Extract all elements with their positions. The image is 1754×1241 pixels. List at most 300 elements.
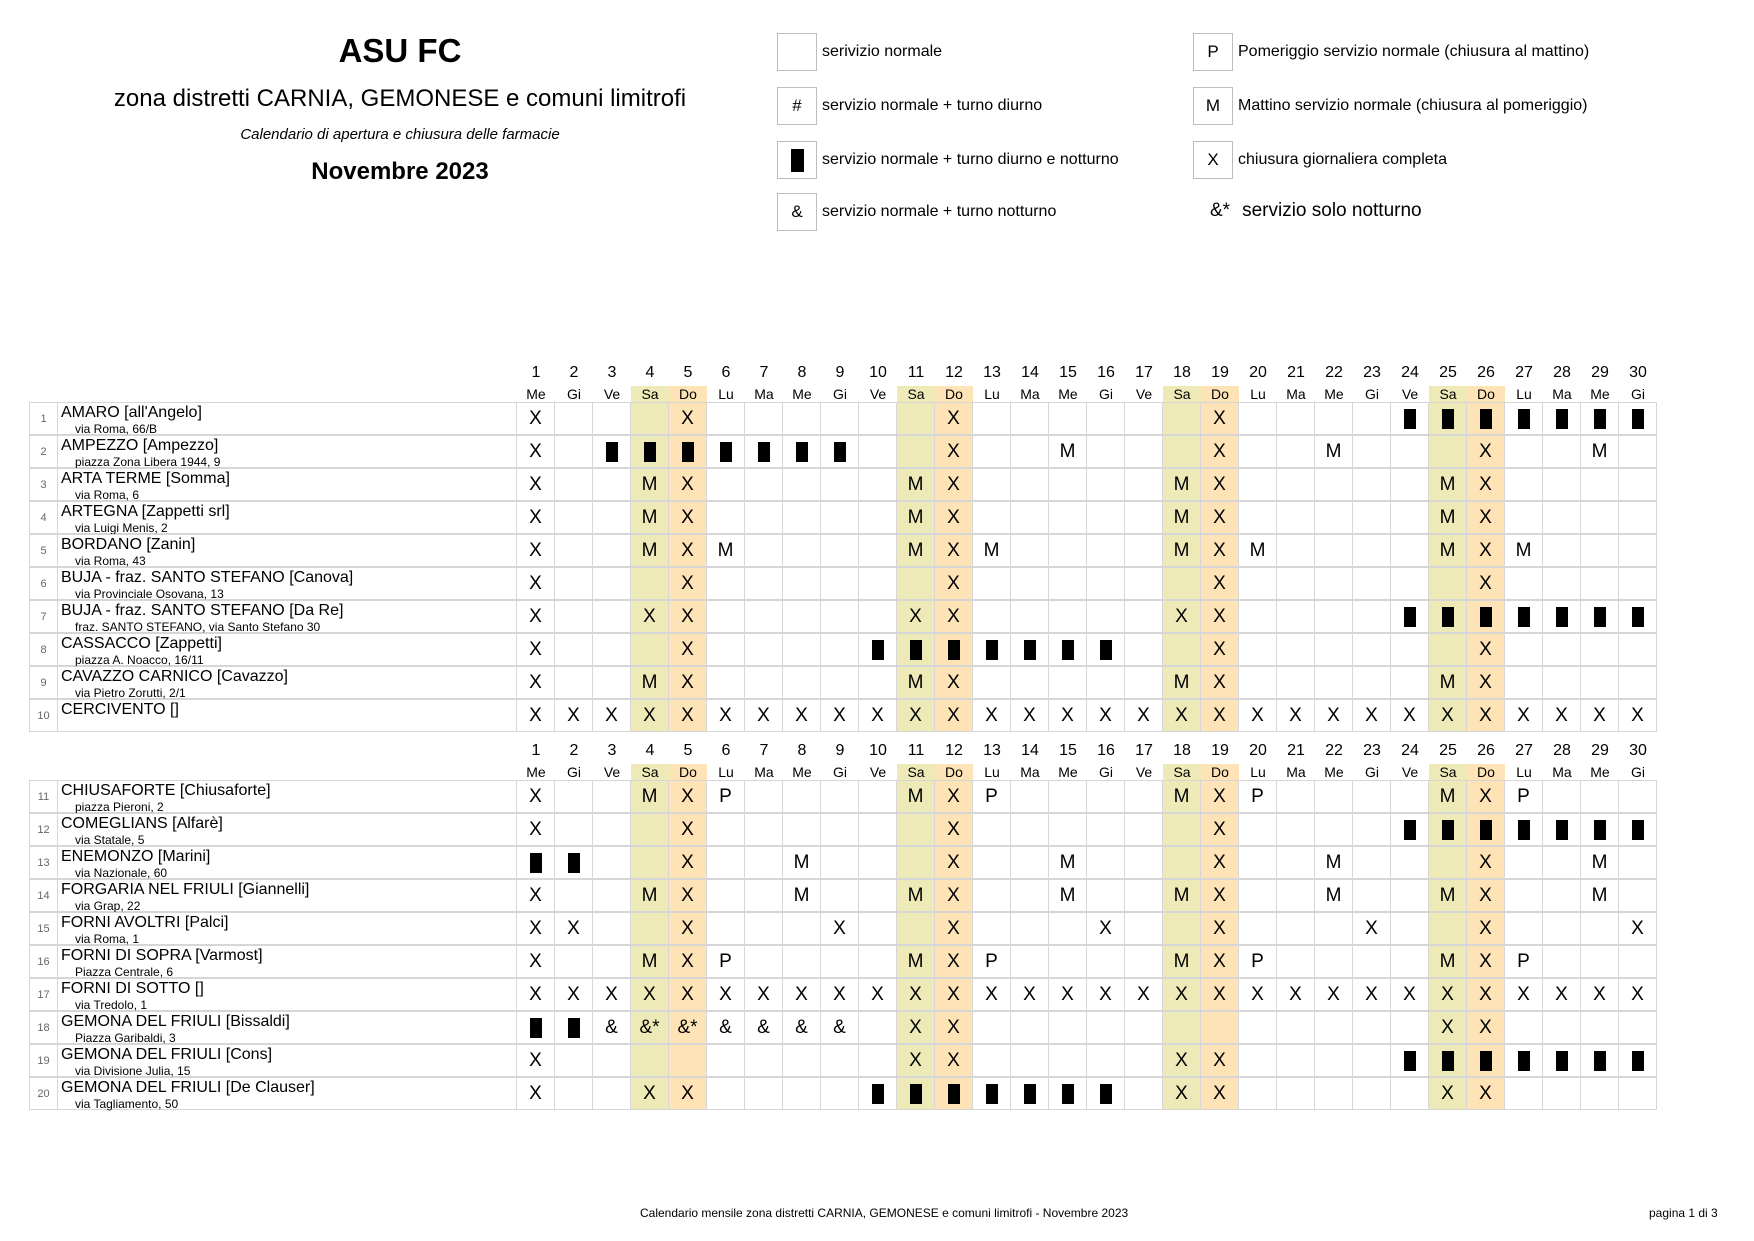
day-cell: X: [1087, 978, 1125, 1011]
day-cell: M: [1429, 666, 1467, 699]
day-cell: [593, 534, 631, 567]
day-cell: [1429, 813, 1467, 846]
day-column-header: [1543, 362, 1581, 402]
day-cell: [1125, 879, 1163, 912]
day-cell: [1429, 633, 1467, 666]
day-cell: [1087, 780, 1125, 813]
day-cell: [1619, 846, 1657, 879]
day-cell: [1429, 402, 1467, 435]
legend-day-box: #: [777, 87, 817, 125]
day-cell: X: [517, 666, 555, 699]
day-cell: [745, 945, 783, 978]
day-number: 7: [759, 364, 769, 381]
day-cell: [1277, 534, 1315, 567]
weekday-name: Do: [1467, 386, 1505, 402]
pharmacy-name: COMEGLIANS [Alfarè]: [61, 815, 223, 832]
weekday-name: Ve: [603, 386, 621, 402]
day-cell: [707, 813, 745, 846]
day-cell: X: [973, 699, 1011, 732]
day-number: 8: [797, 742, 807, 759]
day-cell: [707, 633, 745, 666]
day-cell: M: [1429, 534, 1467, 567]
row-number: 3: [29, 468, 58, 501]
day-cell: [745, 567, 783, 600]
day-cell: [1505, 1011, 1543, 1044]
day-cell: [1581, 813, 1619, 846]
day-cell: [1163, 1011, 1201, 1044]
weekday-name: Ve: [1135, 386, 1153, 402]
day-cell: [1239, 879, 1277, 912]
day-number: 17: [1135, 364, 1153, 381]
day-cell: [1011, 534, 1049, 567]
day-cell: [1543, 879, 1581, 912]
day-cell: X: [1087, 699, 1125, 732]
day-number: 5: [683, 742, 693, 759]
day-cell: M: [1163, 468, 1201, 501]
day-cell: X: [517, 633, 555, 666]
day-cell: [897, 435, 935, 468]
day-cell: [1315, 600, 1353, 633]
weekday-name: Sa: [897, 764, 935, 780]
weekday-name: Lu: [1250, 386, 1266, 402]
day-column-header: [897, 740, 935, 780]
day-column-header: [1505, 740, 1543, 780]
day-cell: [1049, 501, 1087, 534]
day-cell: [1125, 846, 1163, 879]
day-cell: [593, 666, 631, 699]
day-cell: [707, 666, 745, 699]
day-cell: [745, 666, 783, 699]
turn-day-night-bar-icon: [1442, 607, 1454, 627]
day-cell: [1505, 567, 1543, 600]
day-cell: M: [897, 879, 935, 912]
day-cell: [897, 846, 935, 879]
day-cell: [821, 879, 859, 912]
day-cell: X: [707, 699, 745, 732]
day-number: 10: [869, 364, 887, 381]
pharmacy-name-cell: [58, 912, 517, 945]
day-cell: X: [935, 468, 973, 501]
day-cell: [1505, 813, 1543, 846]
day-cell: X: [1201, 468, 1239, 501]
day-cell: M: [1429, 780, 1467, 813]
day-cell: M: [1429, 945, 1467, 978]
day-cell: [859, 912, 897, 945]
day-cell: X: [669, 468, 707, 501]
day-cell: [1543, 666, 1581, 699]
pharmacy-row: [29, 699, 1689, 732]
day-column-header: [593, 740, 631, 780]
day-cell: [1277, 1077, 1315, 1110]
day-cell: X: [1353, 699, 1391, 732]
turn-day-night-bar-icon: [720, 442, 732, 462]
day-cell: [1315, 912, 1353, 945]
day-cell: M: [1239, 534, 1277, 567]
day-cell: X: [935, 402, 973, 435]
day-cell: [1391, 912, 1429, 945]
day-cell: [973, 1077, 1011, 1110]
day-cell: [1163, 633, 1201, 666]
day-cell: [1277, 435, 1315, 468]
day-cell: [1087, 1044, 1125, 1077]
day-cell: [1011, 813, 1049, 846]
legend-day-label: servizio normale + turno diurno: [822, 97, 1043, 114]
legend-closed-box: X: [1193, 141, 1233, 179]
legend-closed-label: chiusura giornaliera completa: [1238, 151, 1447, 168]
day-cell: P: [1239, 780, 1277, 813]
weekday-name: Me: [1324, 386, 1344, 402]
day-cell: [973, 468, 1011, 501]
day-cell: [1315, 1011, 1353, 1044]
turn-day-night-bar-icon: [910, 640, 922, 660]
day-cell: M: [1429, 468, 1467, 501]
day-cell: [859, 501, 897, 534]
day-cell: [1505, 468, 1543, 501]
day-cell: [1429, 1044, 1467, 1077]
day-cell: X: [631, 1077, 669, 1110]
day-number: 14: [1021, 364, 1039, 381]
weekday-name: Ve: [869, 764, 887, 780]
day-cell: [1087, 468, 1125, 501]
legend-normal-label: serivizio normale: [822, 43, 943, 60]
day-cell: &: [821, 1011, 859, 1044]
day-cell: [1505, 1077, 1543, 1110]
day-cell: [1239, 666, 1277, 699]
day-cell: [1125, 666, 1163, 699]
day-number: 1: [531, 364, 541, 381]
day-cell: X: [1467, 1077, 1505, 1110]
day-cell: X: [745, 699, 783, 732]
day-cell: [1543, 780, 1581, 813]
day-cell: [1467, 402, 1505, 435]
day-cell: X: [1467, 666, 1505, 699]
day-cell: [1087, 879, 1125, 912]
day-number: 25: [1439, 364, 1457, 381]
pharmacy-address: piazza A. Noacco, 16/11: [75, 653, 204, 667]
day-cell: [821, 1044, 859, 1077]
day-cell: X: [1201, 600, 1239, 633]
day-number: 23: [1363, 364, 1381, 381]
pharmacy-name: BUJA - fraz. SANTO STEFANO [Canova]: [61, 569, 354, 586]
day-cell: [745, 1077, 783, 1110]
pharmacy-name-cell: [58, 435, 517, 468]
calendar-subtitle: Calendario di apertura e chiusura delle farmacie: [240, 126, 560, 143]
day-cell: [897, 402, 935, 435]
pharmacy-name-cell: [58, 534, 517, 567]
day-cell: X: [897, 1044, 935, 1077]
pharmacy-row: [29, 1077, 1689, 1110]
turn-day-night-bar-icon: [644, 442, 656, 462]
day-cell: M: [1429, 879, 1467, 912]
pharmacy-name: AMARO [all'Angelo]: [61, 404, 202, 421]
pharmacy-name: GEMONA DEL FRIULI [De Clauser]: [61, 1079, 315, 1096]
page-number: pagina 1 di 3: [1649, 1206, 1718, 1220]
day-cell: X: [935, 846, 973, 879]
row-number: 17: [29, 978, 58, 1011]
day-cell: P: [973, 780, 1011, 813]
day-cell: [1011, 879, 1049, 912]
month-title: Novembre 2023: [311, 158, 489, 185]
weekday-name: Ve: [1401, 386, 1419, 402]
weekday-name: Sa: [1163, 764, 1201, 780]
weekday-name: Sa: [1163, 386, 1201, 402]
day-number: 27: [1515, 742, 1533, 759]
pharmacy-address: via Nazionale, 60: [75, 866, 168, 880]
pharmacy-name-cell: [58, 1077, 517, 1110]
legend-daynight-label: servizio normale + turno diurno e notturno: [822, 151, 1119, 168]
weekday-name: Me: [526, 764, 546, 780]
day-cell: [745, 846, 783, 879]
day-column-header: [1467, 740, 1505, 780]
day-cell: X: [1467, 567, 1505, 600]
day-cell: [859, 846, 897, 879]
day-cell: X: [1467, 912, 1505, 945]
day-cell: &: [745, 1011, 783, 1044]
day-cell: M: [707, 534, 745, 567]
day-cell: X: [1391, 699, 1429, 732]
day-cell: X: [669, 813, 707, 846]
day-cell: [631, 813, 669, 846]
day-cell: [707, 567, 745, 600]
weekday-name: Ma: [1552, 386, 1572, 402]
day-cell: [1049, 1077, 1087, 1110]
turn-day-night-bar-icon: [1632, 820, 1644, 840]
day-cell: [1619, 780, 1657, 813]
day-cell: [1505, 501, 1543, 534]
weekday-name: Lu: [1250, 764, 1266, 780]
day-cell: [1163, 846, 1201, 879]
day-cell: [555, 633, 593, 666]
day-number: 3: [607, 742, 617, 759]
row-number: 20: [29, 1077, 58, 1110]
day-cell: [1125, 1044, 1163, 1077]
day-cell: [1315, 402, 1353, 435]
turn-day-night-bar-icon: [568, 1018, 580, 1038]
day-number: 14: [1021, 742, 1039, 759]
pharmacy-row: [29, 1044, 1689, 1077]
turn-day-night-bar-icon: [1404, 607, 1416, 627]
day-cell: [1087, 846, 1125, 879]
day-cell: M: [1163, 501, 1201, 534]
day-cell: M: [1429, 501, 1467, 534]
day-cell: [1619, 501, 1657, 534]
day-cell: [1429, 600, 1467, 633]
day-cell: [707, 912, 745, 945]
day-cell: [1049, 633, 1087, 666]
turn-day-night-bar-icon: [1404, 409, 1416, 429]
day-cell: [973, 846, 1011, 879]
day-column-header: [517, 362, 555, 402]
day-cell: [821, 600, 859, 633]
day-number: 17: [1135, 742, 1153, 759]
day-cell: [973, 633, 1011, 666]
day-cell: [821, 780, 859, 813]
day-cell: X: [1163, 978, 1201, 1011]
day-cell: [1163, 435, 1201, 468]
pharmacy-name: BUJA - fraz. SANTO STEFANO [Da Re]: [61, 602, 344, 619]
day-number: 2: [569, 742, 579, 759]
day-cell: [1619, 402, 1657, 435]
weekday-name: Gi: [1099, 764, 1113, 780]
weekday-name: Ve: [1135, 764, 1153, 780]
day-cell: [821, 402, 859, 435]
legend-normal-box: [777, 33, 817, 71]
day-cell: X: [517, 813, 555, 846]
day-cell: X: [517, 534, 555, 567]
day-cell: X: [669, 978, 707, 1011]
day-column-header: [1277, 740, 1315, 780]
day-cell: X: [1163, 699, 1201, 732]
pharmacy-name-cell: [58, 567, 517, 600]
day-cell: [1239, 435, 1277, 468]
row-number: 9: [29, 666, 58, 699]
day-cell: [1391, 402, 1429, 435]
pharmacy-address: via Tredolo, 1: [75, 998, 148, 1012]
day-cell: [783, 945, 821, 978]
weekday-name: Sa: [1429, 386, 1467, 402]
weekday-name: Me: [1324, 764, 1344, 780]
day-number: 3: [607, 364, 617, 381]
day-cell: [821, 666, 859, 699]
day-cell: [555, 501, 593, 534]
day-cell: [1087, 402, 1125, 435]
day-cell: X: [593, 699, 631, 732]
day-cell: X: [517, 501, 555, 534]
day-cell: [1581, 1044, 1619, 1077]
day-column-header: [1125, 362, 1163, 402]
day-cell: [1391, 1011, 1429, 1044]
day-cell: [1543, 468, 1581, 501]
day-cell: [517, 1011, 555, 1044]
pharmacy-row: [29, 978, 1689, 1011]
day-cell: [783, 1044, 821, 1077]
day-cell: [1277, 780, 1315, 813]
row-number: 8: [29, 633, 58, 666]
day-cell: X: [1581, 699, 1619, 732]
pharmacy-address: via Roma, 6: [75, 488, 140, 502]
day-cell: [1239, 633, 1277, 666]
day-column-header: [1239, 362, 1277, 402]
turn-day-night-bar-icon: [1518, 607, 1530, 627]
weekday-name: Do: [935, 764, 973, 780]
day-number: 30: [1629, 742, 1647, 759]
weekday-name: Me: [1590, 386, 1610, 402]
day-column-header: [783, 740, 821, 780]
weekday-name: Ve: [869, 386, 887, 402]
day-cell: [1049, 813, 1087, 846]
day-cell: X: [859, 978, 897, 1011]
day-cell: [1049, 402, 1087, 435]
day-cell: X: [1125, 699, 1163, 732]
day-number: 24: [1401, 742, 1419, 759]
day-cell: [1315, 501, 1353, 534]
day-column-header: [1277, 362, 1315, 402]
day-cell: P: [1505, 780, 1543, 813]
day-cell: [555, 945, 593, 978]
day-cell: [1239, 1077, 1277, 1110]
day-cell: X: [1391, 978, 1429, 1011]
row-number: 10: [29, 699, 58, 732]
day-cell: M: [1581, 879, 1619, 912]
day-cell: M: [1505, 534, 1543, 567]
pharmacy-address: Piazza Centrale, 6: [75, 965, 174, 979]
day-cell: X: [1201, 699, 1239, 732]
day-cell: [707, 846, 745, 879]
day-number: 21: [1287, 364, 1305, 381]
day-cell: M: [631, 945, 669, 978]
day-cell: [1429, 846, 1467, 879]
pharmacy-row: [29, 534, 1689, 567]
day-cell: X: [517, 468, 555, 501]
day-cell: [897, 1077, 935, 1110]
day-column-header: [783, 362, 821, 402]
pharmacy-row: [29, 666, 1689, 699]
day-cell: [1505, 1044, 1543, 1077]
day-cell: [593, 1077, 631, 1110]
day-cell: [859, 813, 897, 846]
day-cell: X: [517, 879, 555, 912]
pharmacy-name-cell: [58, 879, 517, 912]
turn-day-night-bar-icon: [1442, 820, 1454, 840]
day-cell: [1467, 813, 1505, 846]
day-cell: M: [1049, 846, 1087, 879]
day-cell: [783, 534, 821, 567]
day-cell: X: [1201, 1077, 1239, 1110]
day-number: 19: [1211, 364, 1229, 381]
pharmacy-name-cell: [58, 978, 517, 1011]
day-cell: X: [783, 978, 821, 1011]
pharmacy-address: via Luigi Menis, 2: [75, 521, 168, 535]
pharmacy-address: via Divisione Julia, 15: [75, 1064, 191, 1078]
day-cell: M: [973, 534, 1011, 567]
day-cell: X: [517, 978, 555, 1011]
day-cell: X: [935, 534, 973, 567]
day-cell: [1049, 1044, 1087, 1077]
day-cell: [1277, 666, 1315, 699]
day-cell: [1543, 945, 1581, 978]
legend-nightonly-symbol: &*: [1210, 200, 1231, 221]
day-cell: [1011, 666, 1049, 699]
pharmacy-name: ARTEGNA [Zappetti srl]: [61, 503, 230, 520]
day-cell: [555, 567, 593, 600]
day-cell: M: [897, 534, 935, 567]
pharmacy-row: [29, 468, 1689, 501]
day-cell: X: [935, 1011, 973, 1044]
turn-day-night-bar-icon: [1442, 409, 1454, 429]
day-cell: [1049, 600, 1087, 633]
turn-day-night-bar-icon: [986, 640, 998, 660]
weekday-name: Lu: [1516, 764, 1532, 780]
day-cell: [1277, 600, 1315, 633]
day-number: 6: [721, 364, 731, 381]
pharmacy-name: CAVAZZO CARNICO [Cavazzo]: [61, 668, 288, 685]
day-cell: X: [1201, 978, 1239, 1011]
turn-day-night-bar-icon: [1632, 607, 1644, 627]
turn-day-night-bar-icon: [1594, 409, 1606, 429]
day-cell: [707, 1077, 745, 1110]
day-cell: [859, 780, 897, 813]
day-cell: [1581, 633, 1619, 666]
footer-text: Calendario mensile zona distretti CARNIA, GEMONESE e comuni limitrofi - Novembre 2023: [640, 1206, 1129, 1220]
pharmacy-row: [29, 600, 1689, 633]
day-cell: X: [631, 600, 669, 633]
turn-day-night-bar-icon: [834, 442, 846, 462]
day-cell: [1315, 1077, 1353, 1110]
day-cell: [783, 567, 821, 600]
day-cell: X: [1467, 534, 1505, 567]
weekday-name: Ve: [1401, 764, 1419, 780]
legend-nightonly-label: servizio solo notturno: [1242, 200, 1422, 221]
